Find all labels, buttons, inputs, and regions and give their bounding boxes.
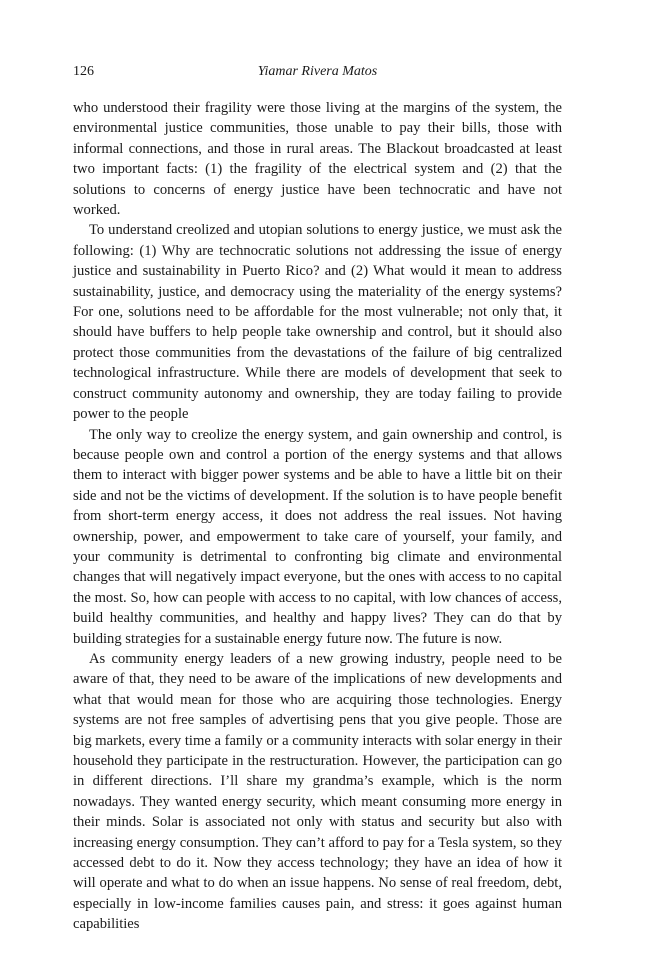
paragraph: As community energy leaders of a new growing industry, people need to be aware of that, they need to be aware of the implications of new developments and what that would mean for those who are acquiring those technologies. Energy systems are not free samples of advertising pens that you give people. Those are big markets, every time a family or a community interacts with solar energy in their household they participate in the restructuration. However, the participation can go in different directions. I’ll share my grandma’s example, which is the norm nowadays. They wanted energy security, which meant consuming more energy in their minds. Solar is associated not only with status and security but also with increasing energy consumption. They can’t afford to pay for a Tesla system, so they accessed debt to do it. Now they access technology; they have an idea of how it will operate and what to do when an issue happens. No sense of real freedom, debt, especially in low-income families causes pain, and stress: it goes against human capabilities: [73, 650, 562, 933]
page-number: 126: [73, 64, 94, 79]
running-head-author: Yiamar Rivera Matos: [257, 64, 378, 79]
book-page: [73, 64, 562, 935]
paragraph: The only way to creolize the energy system, and gain ownership and control, is because people own and control a portion of the energy systems and that allows them to interact with bigger power systems and be able to have a little bit on their side and not be the victims of development. If the solution is to have people benefit from short-term energy access, it does not address the real issues. Not having ownership, power, and empowerment to take care of yourself, your family, and your community is detrimental to confronting big climate and environmental changes that will negatively impact everyone, but the ones with access to no capital the most. So, how can people with access to no capital, with low chances of access, build healthy communities, and healthy and happy lives? They can do that by building strategies for a sustainable energy future now. The future is now.: [73, 426, 562, 647]
paragraph: To understand creolized and utopian solutions to energy justice, we must ask the following: (1) Why are technocratic solutions not addressing the issue of energy justice and sustainability in Puerto Rico? and (2) What would it mean to address sustainability, justice, and democracy using the materiality of the energy systems? For one, solutions need to be affordable for the most vulnerable; not only that, it should have buffers to help people take ownership and control, but it should also protect those communities from the devastations of the failure of big centralized technological infrastructure. While there are models of development that seek to construct community autonomy and ownership, they are today failing to provide power to the people: [73, 222, 562, 423]
paragraph-continuation: who understood their fragility were those living at the margins of the system, the environmental justice communities, those unable to pay their bills, those with informal connections, and those in rural areas. The Blackout broadcasted at least two important facts: (1) the fragility of the electrical system and (2) that the solutions to concerns of energy justice have been technocratic and have not worked.: [73, 100, 562, 219]
body-text: [73, 98, 562, 935]
running-head: [73, 64, 562, 84]
